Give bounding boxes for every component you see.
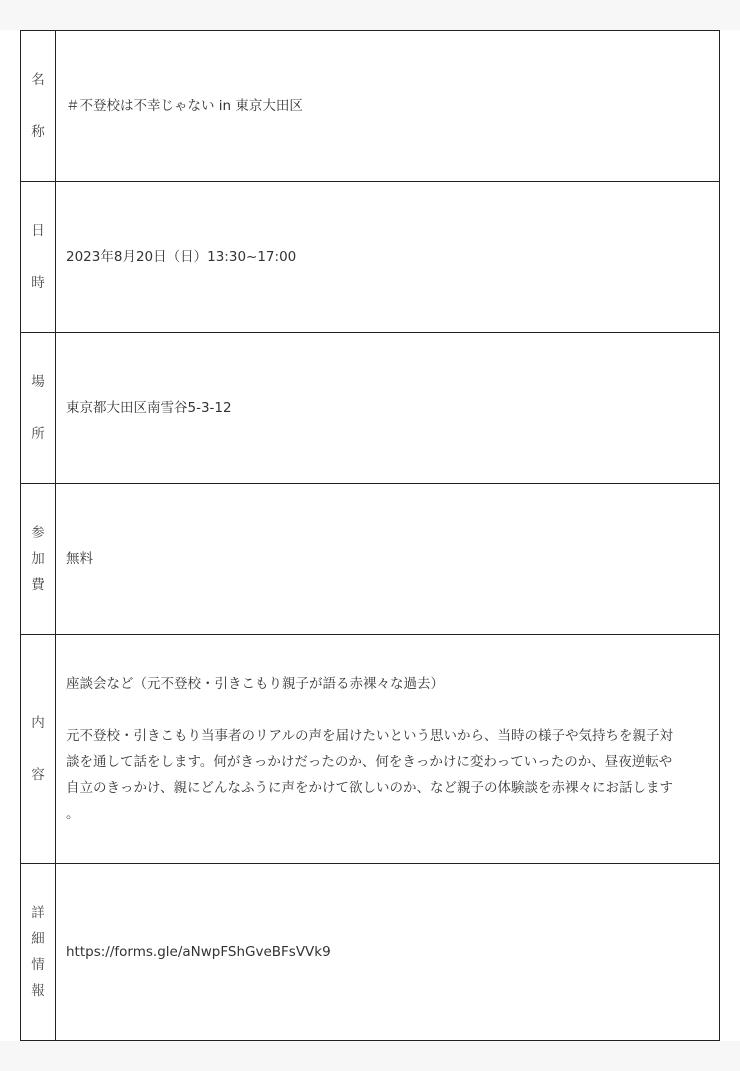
label-details — [21, 864, 56, 1041]
details-link[interactable]: https://forms.gle/aNwpFShGveBFsVVk9 — [66, 944, 331, 960]
content-summary: 座談会など（元不登校・引きこもり親子が語る赤裸々な過去） — [66, 676, 444, 692]
row-datetime — [21, 182, 720, 333]
label-fee-text: 参 加 費 — [31, 525, 45, 593]
label-details-text: 詳 細 情 報 — [31, 905, 45, 999]
content-spacer — [66, 697, 709, 723]
label-content — [21, 635, 56, 864]
value-datetime: 2023年8月20日（日）13:30~17:00 — [56, 182, 720, 333]
label-place — [21, 333, 56, 484]
content-line-1: 元不登校・引きこもり当事者のリアルの声を届けたいという思いから、当時の様子や気持ちを親子対 — [66, 728, 673, 744]
content-line-4: 。 — [66, 806, 80, 822]
row-place — [21, 333, 720, 484]
row-name — [21, 31, 720, 182]
label-place-text: 場 所 — [31, 374, 45, 442]
label-name-text: 名 称 — [31, 72, 45, 140]
event-info-sheet — [0, 30, 740, 1041]
value-place: 東京都大田区南雪谷5-3-12 — [56, 333, 720, 484]
content-line-3: 自立のきっかけ、親にどんなふうに声をかけて欲しいのか、など親子の体験談を赤裸々にお話します — [66, 780, 673, 796]
label-datetime — [21, 182, 56, 333]
row-content — [21, 635, 720, 864]
label-name — [21, 31, 56, 182]
label-datetime-text: 日 時 — [31, 223, 45, 291]
value-content — [56, 635, 720, 864]
value-fee: 無料 — [56, 484, 720, 635]
label-fee — [21, 484, 56, 635]
value-details — [56, 864, 720, 1041]
content-line-2: 談を通して話をします。何がきっかけだったのか、何をきっかけに変わっていったのか、昼夜逆転や — [66, 754, 673, 770]
row-fee — [21, 484, 720, 635]
value-name: ＃不登校は不幸じゃない in 東京大田区 — [56, 31, 720, 182]
row-details — [21, 864, 720, 1041]
event-info-table — [20, 30, 720, 1041]
label-content-text: 内 容 — [31, 715, 45, 783]
